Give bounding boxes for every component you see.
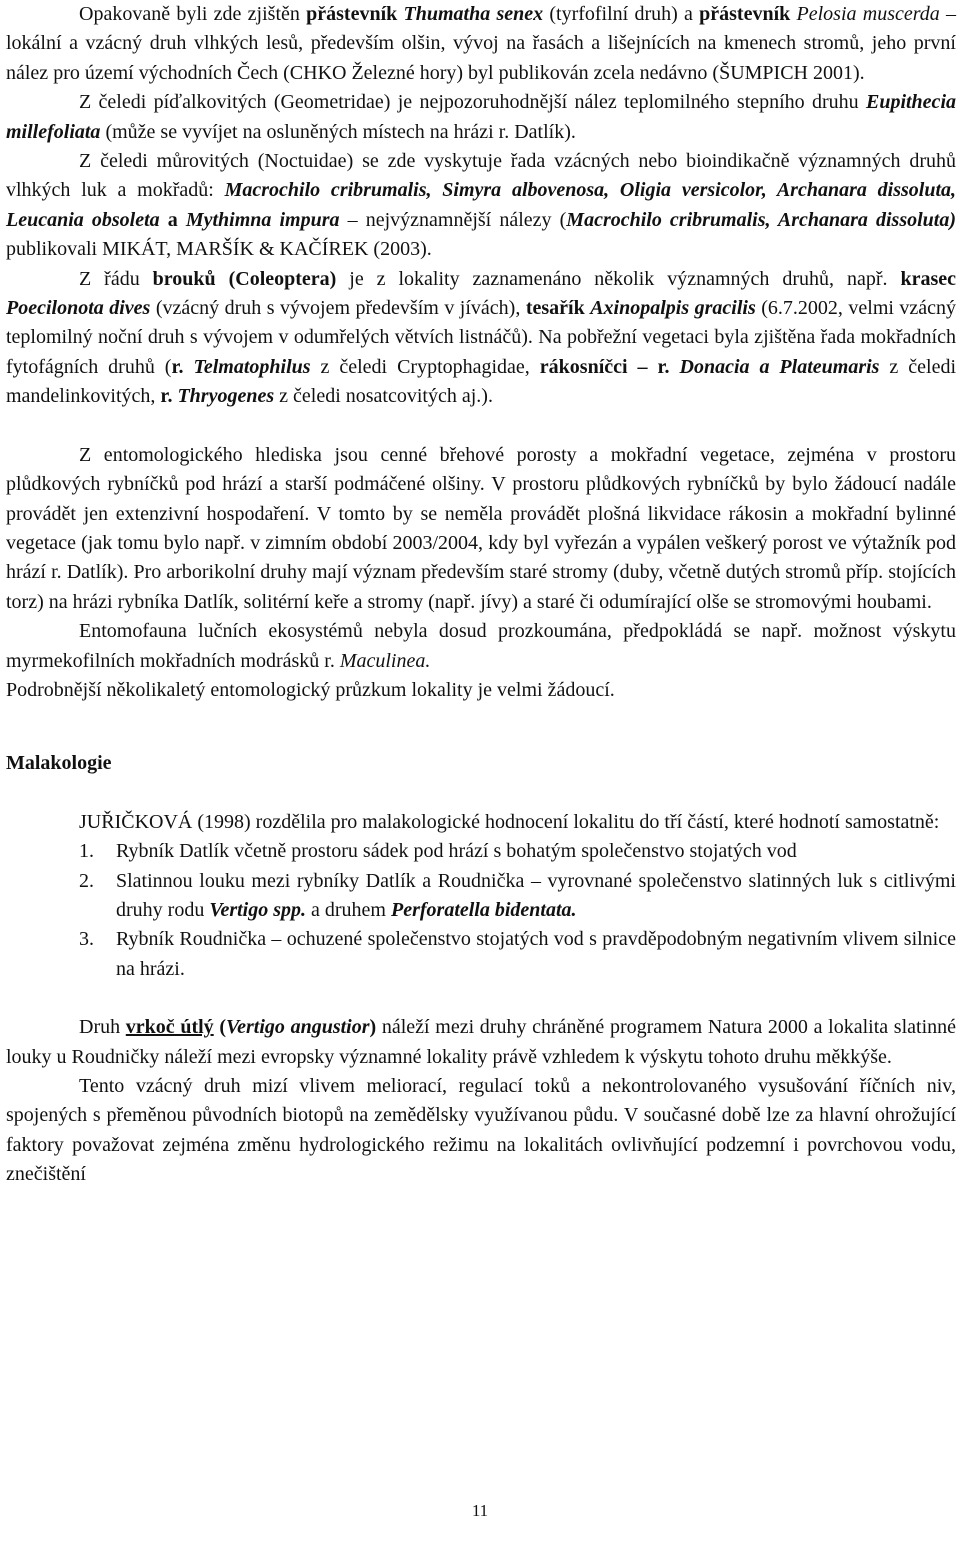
- text-run: Macrochilo cribrumalis, Simyra albovenosa, Oligia versicolor, Archanara dissoluta, Leucania obsoleta: [6, 179, 956, 231]
- text-run: náleží mezi druhy chráněné programem Natura 2000 a lokalita slatinné louky u Roudničky náleží mezi evropsky významné lokality právě vzhledem k výskytu tohoto druhu měkkýše.: [6, 1016, 957, 1068]
- text-run: Perforatella bidentata.: [391, 898, 577, 921]
- list-text: [116, 840, 797, 862]
- text-run: Z řádu: [79, 267, 153, 290]
- text-run: (tyrfofilní druh) a: [543, 3, 700, 25]
- text-run: vrkoč útlý: [125, 1016, 214, 1039]
- paragraph: [6, 1072, 956, 1190]
- text-run: Poecilonota dives: [6, 297, 151, 320]
- text-run: z čeledi Cryptophagidae,: [310, 355, 540, 378]
- paragraph: [6, 1013, 956, 1072]
- text-run: (může se vyvíjet na osluněných místech na hrázi r. Datlík).: [100, 120, 576, 143]
- text-run: Maculinea.: [339, 649, 431, 672]
- text-run: a druhem: [306, 898, 391, 921]
- paragraph: [6, 0, 956, 88]
- text-run: – lokální a vzácný druh vlhkých lesů, především olšin, vývoj na řasách a lišejnících na kmenech stromů, jeho první nález pro území východních Čech (CHKO Železné hory) byl publikován zcela nedávno (ŠUMPICH 2001).: [6, 3, 957, 84]
- insects-section: [6, 0, 956, 412]
- list-text: [116, 870, 956, 921]
- list-text: [116, 928, 956, 979]
- text-run: – nejvýznamnější nálezy (: [339, 208, 567, 231]
- text-run: Vertigo angustior: [226, 1016, 370, 1039]
- text-run: Opakovaně byli zde zjištěn: [79, 3, 307, 25]
- text-run: r.: [171, 355, 184, 378]
- text-run: [670, 356, 680, 378]
- list-number: 2.: [79, 869, 94, 892]
- list-number: 1.: [79, 840, 94, 863]
- text-run: rákosníčci – r.: [539, 355, 670, 378]
- text-run: Thumatha senex: [403, 3, 544, 25]
- text-run: Slatinnou louku mezi rybníky Datlík a Roudnička – vyrovnané společenstvo slatinných luk s citlivými druhy rodu: [116, 869, 956, 921]
- text-run: přástevník: [306, 3, 398, 25]
- text-run: Axinopalpis gracilis: [590, 297, 756, 320]
- text-run: Pelosia muscerda: [796, 3, 940, 25]
- text-run: z čeledi mandelinkovitých,: [6, 355, 957, 408]
- paragraph: [6, 265, 956, 412]
- locality-list: [6, 837, 956, 984]
- text-run: Mythimna impura: [185, 208, 340, 231]
- document-page: [6, 0, 956, 1190]
- text-run: (vzácný druh s vývojem především v jívách),: [150, 297, 526, 320]
- section-heading: Malakologie: [6, 752, 112, 775]
- list-item: [6, 867, 956, 926]
- text-run: Vertigo spp.: [209, 898, 307, 921]
- paragraph: [6, 617, 956, 676]
- text-run: Entomofauna lučních ekosystémů nebyla dosud prozkoumána, předpokládá se např. možnost výskytu myrmekofilních mokřadních modrásků r.: [6, 620, 956, 672]
- text-run: Z čeledi můrovitých (Noctuidae) se zde vyskytuje řada vzácných nebo bioindikačně významných druhů vlhkých luk a mokřadů:: [6, 150, 956, 202]
- list-item: [6, 925, 956, 984]
- paragraph: Podrobnější několikaletý entomologický průzkum lokality je velmi žádoucí.: [6, 678, 615, 701]
- text-run: (6.7.2002, velmi vzácný teplomilný noční druh s vývojem v odumřelých větvích listnáčů). Na pobřežní vegetaci byla zjištěna řada mokřadních fytofágních druhů (: [6, 297, 957, 378]
- text-run: přástevník: [699, 3, 791, 25]
- text-run: brouků (Coleoptera): [152, 267, 337, 290]
- text-run: z čeledi nosatcovitých aj.).: [274, 385, 493, 408]
- text-run: Tento vzácný druh mizí vlivem meliorací, regulací toků a nekontrolovaného vysušování říčních niv, spojených s přeměnou původních biotopů na zemědělsky využívanou půdu. V současné době lze za hlavní ohrožující faktory považovat zejména změnu hydrologického režimu na lokalitách ovlivňující podzemní i povrchovou vodu, znečištění: [6, 1075, 956, 1186]
- text-run: Donacia a Plateumaris: [679, 355, 880, 378]
- text-run: Macrochilo cribrumalis, Archanara dissoluta): [566, 208, 956, 231]
- text-run: publikovali MIKÁT, MARŠÍK & KAČÍREK (2003).: [6, 238, 432, 261]
- text-run: Z čeledi píďalkovitých (Geometridae) je nejpozoruhodnější nález teplomilného stepního druhu: [79, 91, 866, 114]
- text-run: r.: [160, 385, 173, 408]
- text-run: [184, 356, 194, 378]
- paragraph: [6, 147, 956, 265]
- list-number: 3.: [79, 928, 94, 951]
- text-run: Rybník Datlík včetně prostoru sádek pod hrází s bohatým společenstvo stojatých vod: [116, 840, 797, 863]
- text-run: Rybník Roudnička – ochuzené společenstvo stojatých vod s pravděpodobným negativním vlivem silnice na hrázi.: [116, 928, 956, 980]
- text-run: Druh: [79, 1016, 126, 1039]
- page-number: 11: [471, 1501, 489, 1520]
- text-run: a: [159, 208, 186, 231]
- text-run: Telmatophilus: [193, 355, 311, 378]
- text-run: tesařík: [525, 297, 585, 320]
- paragraph: JUŘIČKOVÁ (1998) rozdělila pro malakologické hodnocení lokalitu do tří částí, které hodnotí samostatně:: [79, 810, 940, 833]
- evaluation-section: [6, 441, 956, 706]
- text-run: (: [213, 1016, 227, 1039]
- text-run: Eupithecia millefoliata: [6, 91, 956, 143]
- text-run: Thryogenes: [177, 385, 275, 408]
- text-run: ): [369, 1016, 377, 1039]
- paragraph: [6, 441, 956, 617]
- list-item: [6, 837, 956, 866]
- text-run: krasec: [900, 267, 956, 290]
- paragraph: [6, 88, 956, 147]
- text-run: je z lokality zaznamenáno několik významných druhů, např.: [336, 267, 901, 290]
- text-run: Z entomologického hlediska jsou cenné břehové porosty a mokřadní vegetace, zejména v prostoru plůdkových rybníčků pod hrází a starší podmáčené olšiny. V prostoru plůdkových rybníčků by bylo žádoucí nadále provádět jen extenzivní hospodaření. V tomto by se neměla provádět plošná likvidace rákosin a mokřadní bylinné vegetace (jak tomu bylo např. v zimním období 2003/2004, kdy byl vyřezán a vypálen veškerý porost ve výtažník pod hrází r. Datlík). Pro arborikolní druhy mají význam především staré stromy (duby, včetně dutých stromů příp. stojících torz) na hrázi rybníka Datlík, solitérní keře a stromy (např. jívy) a staré či odumírající olše se stromovými houbami.: [6, 443, 956, 613]
